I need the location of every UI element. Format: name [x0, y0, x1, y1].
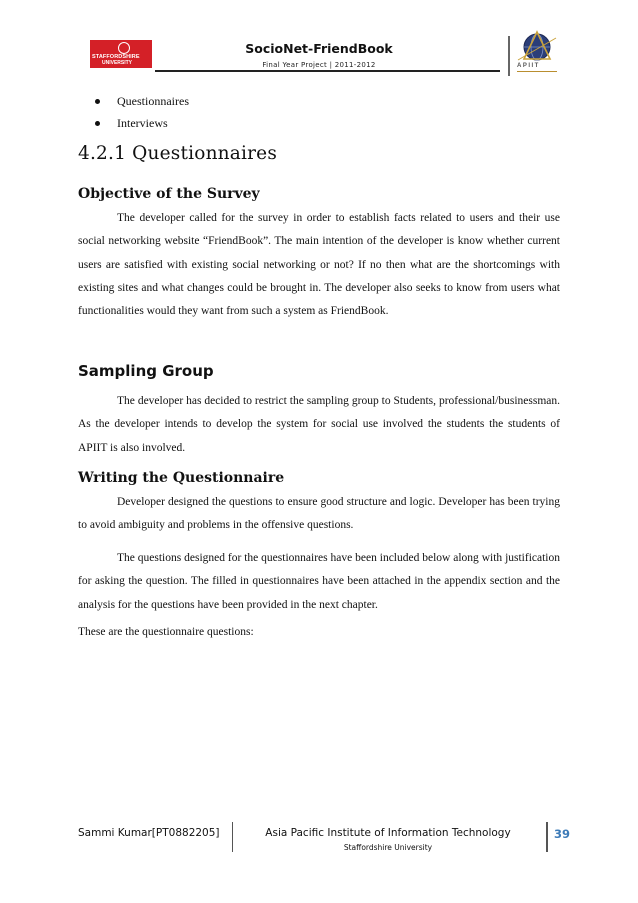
header-rule	[155, 70, 500, 72]
logo-underline	[517, 71, 557, 72]
bullet-icon	[95, 99, 100, 104]
writing-paragraph-1: Developer designed the questions to ensure good structure and logic. Developer has been trying to avoid ambiguity and problems in the offensive questions.	[78, 496, 560, 532]
apiit-logo	[514, 30, 560, 74]
sampling-heading: Sampling Group	[78, 362, 214, 380]
list-item-text: Interviews	[117, 116, 168, 130]
bullet-icon	[95, 121, 100, 126]
logo-text-line1: STAFFORDSHIRE	[92, 54, 140, 60]
apiit-logo-label: APIIT	[517, 63, 540, 69]
list-item	[95, 90, 189, 112]
objective-paragraph: The developer called for the survey in order to establish facts related to users and their use social networking website “FriendBook”. The main intention of the developer is know whether current users are satisfied with existing social networking or not? If no then what are the shortcomings with existing sites and what changes could be brought in. The developer also seeks to know from users what functionalities would they want from such a system as FriendBook.	[78, 212, 560, 318]
section-heading: 4.2.1 Questionnaires	[78, 143, 278, 164]
writing-heading: Writing the Questionnaire	[78, 470, 285, 486]
page-number: 39	[554, 827, 571, 841]
footer-institute: Asia Pacific Institute of Information Technology	[265, 827, 511, 839]
list-item-text: Questionnaires	[117, 94, 189, 108]
writing-paragraph-2: The questions designed for the questionnaires have been included below along with justification for asking the question. The filled in questionnaires have been attached in the appendix section and the analysis for the questions have been provided in the next chapter.	[78, 552, 560, 611]
method-list	[95, 90, 189, 134]
writing-paragraph-3: These are the questionnaire questions:	[78, 626, 254, 638]
footer-divider-right	[546, 822, 548, 852]
objective-heading: Objective of the Survey	[78, 186, 260, 202]
header-title: SocioNet-FriendBook	[245, 41, 393, 56]
logo-text-line2: UNIVERSITY	[102, 60, 133, 66]
sampling-paragraph: The developer has decided to restrict the sampling group to Students, professional/businessman. As the developer intends to develop the system for social use involved the students the students of APIIT is also involved.	[78, 395, 560, 454]
header-divider	[508, 36, 510, 76]
globe-icon	[514, 30, 560, 64]
header-subtitle: Final Year Project | 2011-2012	[262, 61, 376, 69]
list-item	[95, 112, 189, 134]
footer-author: Sammi Kumar[PT0882205]	[78, 827, 220, 839]
footer-university: Staffordshire University	[343, 843, 433, 852]
